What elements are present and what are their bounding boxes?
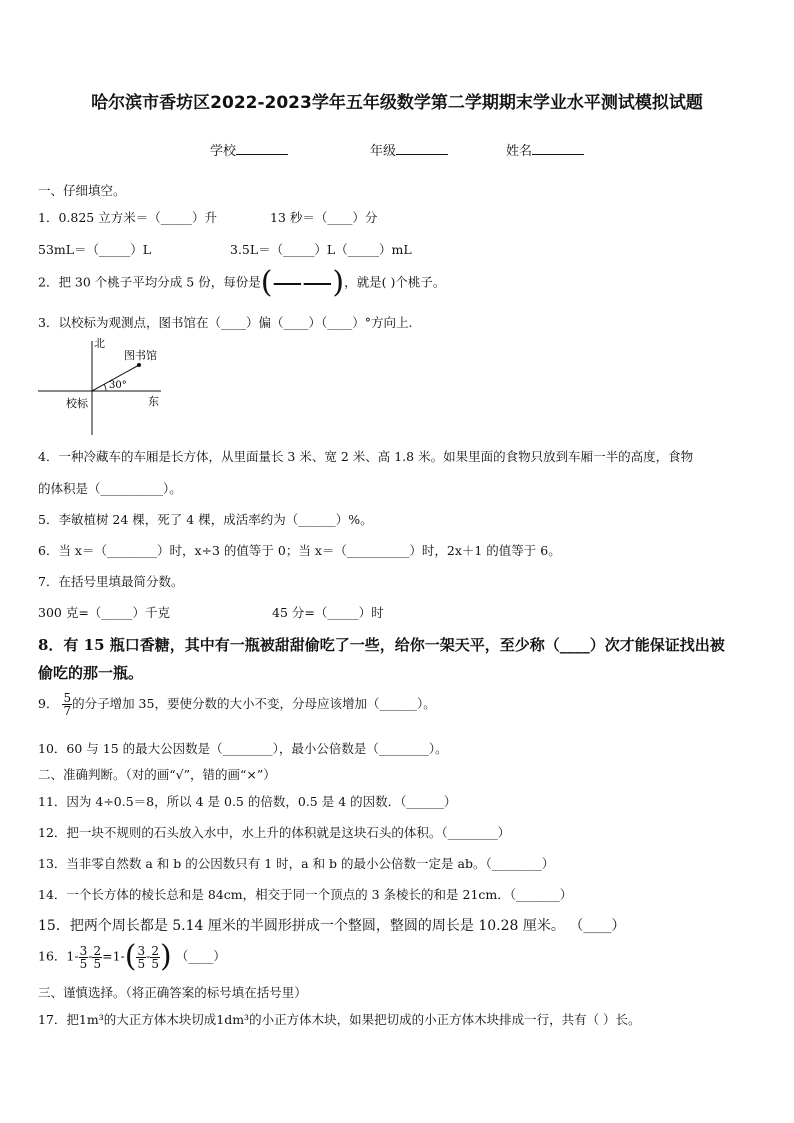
q17: 17．把1m³的大正方体木块切成1dm³的小正方体木块，如果把切成的小正方体木块排成一行，共有（ ）长。 bbox=[38, 1012, 641, 1027]
grade-field: 年级 bbox=[370, 140, 448, 159]
fraction-blank: (——) bbox=[260, 265, 345, 300]
q4-line2: 的体积是（__________）。 bbox=[38, 481, 182, 496]
q2: 2．把 30 个桃子平均分成 5 份，每份是(——)，就是( )个桃子。 bbox=[38, 265, 446, 300]
section-1-heading: 一、仔细填空。 bbox=[38, 183, 126, 198]
fraction-5-7: $\frac{5}{7}$ bbox=[63, 691, 72, 718]
q15: 15．把两个周长都是 5.14 厘米的半圆形拼成一个整圆，整圆的周长是 10.28 厘米。 （____） bbox=[38, 918, 626, 934]
fraction-3-5-b: $\frac{3}{5}$ bbox=[137, 943, 146, 971]
library-label: 图书馆 bbox=[124, 349, 157, 362]
q14: 14．一个长方体的棱长总和是 84cm，相交于同一个顶点的 3 条棱长的和是 21cm．（_______） bbox=[38, 887, 573, 902]
origin-label: 校标 bbox=[66, 397, 88, 410]
q10: 10．60 与 15 的最大公因数是（________），最小公倍数是（________）。 bbox=[38, 741, 448, 756]
angle-label: 30° bbox=[109, 380, 127, 391]
q6: 6．当 x＝（________）时，x÷3 的值等于 0；当 x＝（__________）时，2x＋1 的值等于 6。 bbox=[38, 543, 561, 558]
q1-b: 13 秒＝（____）分 bbox=[270, 210, 378, 225]
q7-a: 300 克=（_____）千克 bbox=[38, 605, 171, 620]
fraction-3-5: $\frac{3}{5}$ bbox=[79, 943, 88, 971]
q7: 7．在括号里填最简分数。 bbox=[38, 574, 184, 589]
q11: 11．因为 4÷0.5＝8，所以 4 是 0.5 的倍数，0.5 是 4 的因数．（______） bbox=[38, 794, 457, 809]
section-3-heading: 三、谨慎选择。（将正确答案的标号填在括号里） bbox=[38, 985, 307, 1000]
q7-b: 45 分=（_____）时 bbox=[272, 605, 384, 620]
section-2-heading: 二、准确判断。（对的画“√”，错的画“×”） bbox=[38, 767, 276, 782]
north-label: 北 bbox=[94, 337, 105, 350]
direction-diagram bbox=[36, 335, 176, 435]
q1-a: 1．0.825 立方米＝（_____）升 bbox=[38, 210, 217, 225]
library-point bbox=[137, 363, 141, 367]
q1-d: 3.5L＝（_____）L（_____）mL bbox=[230, 242, 412, 257]
fraction-2-5: $\frac{2}{5}$ bbox=[93, 943, 102, 971]
q13: 13．当非零自然数 a 和 b 的公因数只有 1 时，a 和 b 的最小公倍数一定是 ab。（________） bbox=[38, 856, 555, 871]
angle-arc bbox=[104, 384, 106, 391]
q4-line1: 4．一种冷藏车的车厢是长方体，从里面量长 3 米、宽 2 米、高 1.8 米。如果里面的食物只放到车厢一半的高度，食物 bbox=[38, 449, 694, 464]
q16: 16．1- $\frac{3}{5}$ - $\frac{2}{5}$ =1-( $\frac{3}{5}$ - $\frac{2}{5}$ ) （____） bbox=[38, 939, 226, 974]
q9: 9． $\frac{5}{7}$ 的分子增加 35，要使分数的大小不变，分母应该增加（______）。 bbox=[38, 691, 436, 718]
page-title: 哈尔滨市香坊区2022-2023学年五年级数学第二学期期末学业水平测试模拟试题 bbox=[91, 93, 703, 113]
school-field: 学校 bbox=[210, 140, 288, 159]
east-label: 东 bbox=[148, 395, 159, 408]
fraction-2-5-b: $\frac{2}{5}$ bbox=[151, 943, 159, 971]
q8-line2: 偷吃的那一瓶。 bbox=[38, 664, 144, 682]
q3: 3．以校标为观测点，图书馆在（____）偏（____）（____）°方向上. bbox=[38, 315, 413, 330]
q1-c: 53mL＝（_____）L bbox=[38, 242, 152, 257]
q5: 5．李敏植树 24 棵，死了 4 棵，成活率约为（______）%。 bbox=[38, 512, 373, 527]
q12: 12．把一块不规则的石头放入水中，水上升的体积就是这块石头的体积。（________） bbox=[38, 825, 511, 840]
name-field: 姓名 bbox=[506, 140, 584, 159]
q8-line1: 8．有 15 瓶口香糖，其中有一瓶被甜甜偷吃了一些，给你一架天平，至少称（____）次才能保证找出被 bbox=[38, 636, 725, 654]
